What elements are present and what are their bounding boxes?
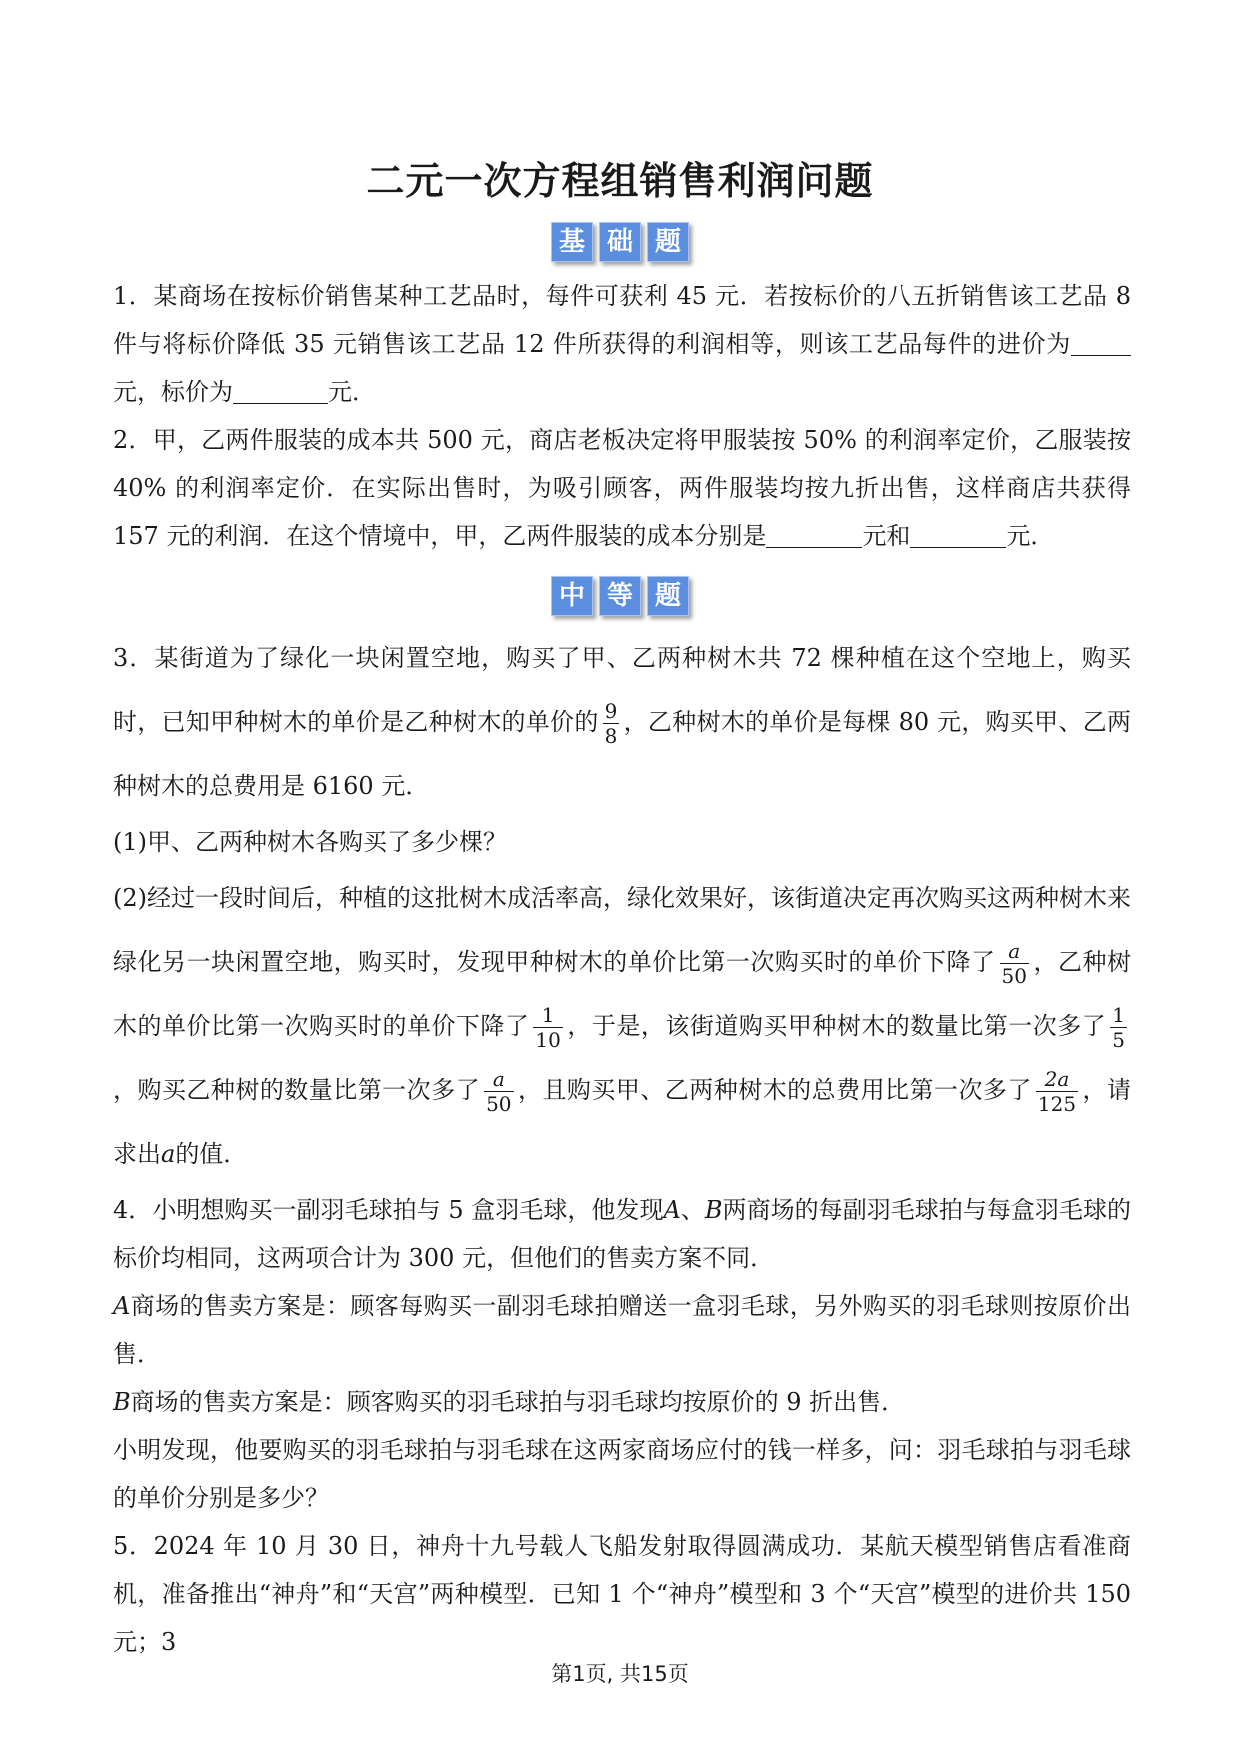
question-3 — [113, 626, 1131, 818]
fraction-numerator: 9 — [604, 699, 618, 723]
fraction-denominator: 10 — [535, 1028, 561, 1052]
page-title: 二元一次方程组销售利润问题 — [366, 158, 874, 203]
badge-char: 中 — [551, 576, 593, 616]
question-5: 5．2024 年 10 月 30 日，神舟十九号载人飞船发射取得圆满成功．某航天模型销售店看准商机，准备推出“神舟”和“天宫”两种模型．已知 1 个“神舟”模型和 3 个“天宫”模型的进价共 150 元；3 — [113, 1532, 1131, 1656]
q3-part2-text-g: 的值． — [175, 1140, 248, 1168]
question-4 — [113, 1186, 1131, 1282]
store-b-label: B — [704, 1196, 723, 1224]
badge-char: 基 — [551, 222, 593, 262]
q4-separator: 、 — [680, 1196, 705, 1224]
fraction — [1000, 939, 1029, 988]
medium-questions — [113, 626, 1131, 1666]
answer-blank[interactable] — [1071, 325, 1131, 356]
q3-part2-text-e: ，且购买甲、乙两种树木的总费用比第一次多了 — [517, 1076, 1032, 1104]
q1-text-a: 1．某商场在按标价销售某种工艺品时，每件可获利 45 元．若按标价的八五折销售该工艺品 8 件与将标价降低 35 元销售该工艺品 12 件所获得的利润相等，则该工艺品每件的进价为 — [113, 282, 1131, 358]
answer-blank[interactable] — [766, 517, 862, 548]
fraction — [603, 699, 620, 748]
variable-a: a — [161, 1140, 176, 1168]
question-1 — [113, 272, 1131, 416]
section-badge-basic — [0, 222, 1240, 262]
fraction-numerator: 1 — [1112, 1003, 1126, 1027]
fraction — [1110, 1003, 1127, 1052]
q1-text-b: 元，标价为 — [113, 378, 233, 406]
question-2 — [113, 416, 1131, 560]
fraction-denominator: 8 — [604, 724, 618, 748]
fraction — [1036, 1067, 1078, 1116]
plan-b-text: 商场的售卖方案是：顾客购买的羽毛球拍与羽毛球均按原价的 9 折出售． — [130, 1388, 906, 1416]
fraction-numerator: 1 — [533, 1003, 562, 1028]
fraction-numerator: a — [1000, 939, 1029, 964]
q3-part2-text-d: ，购买乙种树的数量比第一次多了 — [113, 1076, 481, 1104]
fraction — [484, 1067, 513, 1116]
fraction-numerator: 2a — [1036, 1067, 1078, 1092]
fraction-denominator: 125 — [1037, 1092, 1077, 1116]
fraction-numerator: a — [484, 1067, 513, 1092]
answer-blank[interactable] — [233, 373, 328, 404]
q2-text-a: 2．甲，乙两件服装的成本共 500 元，商店老板决定将甲服装按 50% 的利润率定价，乙服装按 40% 的利润率定价．在实际出售时，为吸引顾客，两件服装均按九折出售，这样商店共获得 157 元的利润．在这个情境中，甲，乙两件服装的成本分别是 — [113, 426, 1131, 550]
store-a-label: A — [113, 1292, 131, 1320]
section-badge-medium — [0, 576, 1240, 616]
q3-part2-text-b: ，乙种树木的单价比第一次购买时的单价下降了 — [113, 948, 1132, 1040]
badge-char: 题 — [647, 576, 689, 616]
q4-text-b: 两商场的每副羽毛球拍与每盒羽毛球的标价均相同，这两项合计为 300 元，但他们的售卖方案不同． — [113, 1196, 1132, 1272]
plan-a-text: 商场的售卖方案是：顾客每购买一副羽毛球拍赠送一盒羽毛球，另外购买的羽毛球则按原价出售． — [113, 1292, 1131, 1368]
answer-blank[interactable] — [910, 517, 1006, 548]
q2-text-c: 元． — [1006, 522, 1055, 550]
page-footer: 第1页, 共15页 — [551, 1662, 689, 1686]
q3-part2-text-c: ，于是，该街道购买甲种树木的数量比第一次多了 — [566, 1012, 1107, 1040]
fraction — [533, 1003, 562, 1052]
question-3-part-1: (1)甲、乙两种树木各购买了多少棵？ — [113, 828, 507, 856]
badge-char: 题 — [647, 222, 689, 262]
question-4-question: 小明发现，他要购买的羽毛球拍与羽毛球在这两家商场应付的钱一样多，问：羽毛球拍与羽毛球的单价分别是多少？ — [113, 1436, 1131, 1512]
basic-questions — [113, 272, 1131, 560]
q1-text-c: 元． — [328, 378, 376, 406]
q2-text-b: 元和 — [862, 522, 911, 550]
fraction-denominator: 5 — [1112, 1028, 1126, 1052]
fraction-denominator: 50 — [486, 1092, 512, 1116]
q3-part2-text-a: (2)经过一段时间后，种植的这批树木成活率高，绿化效果好，该街道决定再次购买这两种树木来绿化另一块闲置空地，购买时，发现甲种树木的单价比第一次购买时的单价下降了 — [113, 884, 1131, 976]
badge-char: 础 — [599, 222, 641, 262]
question-4-plan-a — [113, 1282, 1131, 1378]
store-b-label: B — [113, 1388, 131, 1416]
q4-text-a: 4．小明想购买一副羽毛球拍与 5 盒羽毛球，他发现 — [113, 1196, 664, 1224]
q3-text-b: ，乙种树木的单价是每棵 80 元，购买甲、乙两种树木的总费用是 6160 元． — [113, 708, 1131, 800]
question-3-part-2 — [113, 866, 1131, 1186]
badge-char: 等 — [599, 576, 641, 616]
question-4-plan-b — [113, 1378, 1131, 1426]
q3-text-a: 3．某街道为了绿化一块闲置空地，购买了甲、乙两种树木共 72 棵种植在这个空地上，购买时，已知甲种树木的单价是乙种树木的单价的 — [113, 644, 1131, 736]
fraction-denominator: 50 — [1001, 964, 1027, 988]
store-a-label: A — [663, 1196, 681, 1224]
q3-part2-text-f: ，请求出 — [113, 1076, 1132, 1168]
